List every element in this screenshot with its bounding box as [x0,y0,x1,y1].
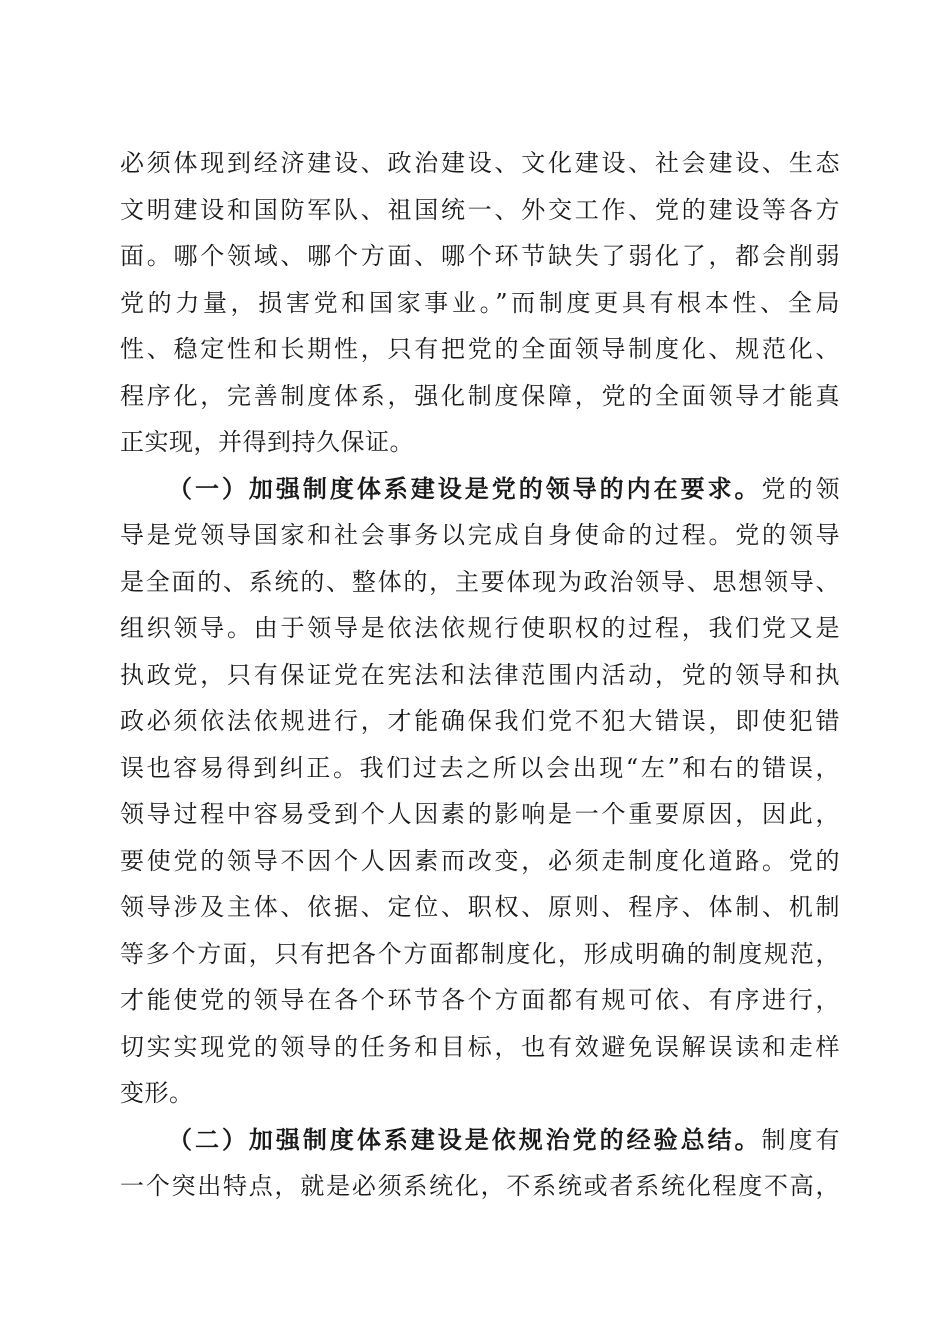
text-line: 变形。 [120,1079,194,1107]
text-line: 导是党领导国家和社会事务以完成自身使命的过程。党的领导 [120,521,840,549]
text-line: 是全面的、系统的、整体的，主要体现为政治领导、思想领导、 [120,567,840,596]
section-heading: （一）加强制度体系建设是党的领导的内在要求。 [168,473,762,503]
text-line: 切实实现党的领导的任务和目标，也有效避免误解误读和走样 [120,1032,840,1061]
text-line: 等多个方面，只有把各个方面都制度化，形成明确的制度规范， [120,939,840,968]
text-line: 政必须依法依规进行，才能确保我们党不犯大错误，即使犯错 [120,707,840,735]
text-line: 必须体现到经济建设、政治建设、文化建设、社会建设、生态 [120,149,840,177]
text-line: 领导涉及主体、依据、定位、职权、原则、程序、体制、机制 [120,893,840,921]
text-line: 性、稳定性和长期性，只有把党的全面领导制度化、规范化、 [120,335,840,363]
heading-continuation: 党的领 [761,474,841,503]
heading-line [120,466,840,513]
section-heading: （二）加强制度体系建设是依规治党的经验总结。 [168,1124,762,1154]
text-line: 党的力量，损害党和国家事业。”而制度更具有根本性、全局 [120,288,840,317]
document-body [120,140,840,1210]
heading-continuation: 制度有 [761,1125,841,1154]
text-line: 误也容易得到纠正。我们过去之所以会出现“左”和右的错误， [120,753,840,782]
paragraph [120,466,840,1117]
text-line: 要使党的领导不因个人因素而改变，必须走制度化道路。党的 [120,846,840,875]
text-line: 文明建设和国防军队、祖国统一、外交工作、党的建设等各方 [120,195,840,224]
text-line: 才能使党的领导在各个环节各个方面都有规可依、有序进行， [120,986,840,1014]
paragraph [120,140,840,466]
text-line: 领导过程中容易受到个人因素的影响是一个重要原因，因此， [120,800,840,828]
paragraph [120,1117,840,1210]
text-line: 组织领导。由于领导是依法依规行使职权的过程，我们党又是 [120,614,840,642]
text-line: 执政党，只有保证党在宪法和法律范围内活动，党的领导和执 [120,660,840,689]
text-line: 面。哪个领域、哪个方面、哪个环节缺失了弱化了，都会削弱 [120,242,840,270]
text-line: 一个突出特点，就是必须系统化，不系统或者系统化程度不高， [120,1172,840,1200]
heading-line [120,1117,840,1164]
text-line: 程序化，完善制度体系，强化制度保障，党的全面领导才能真 [120,381,840,410]
text-line: 正实现，并得到持久保证。 [120,428,414,456]
